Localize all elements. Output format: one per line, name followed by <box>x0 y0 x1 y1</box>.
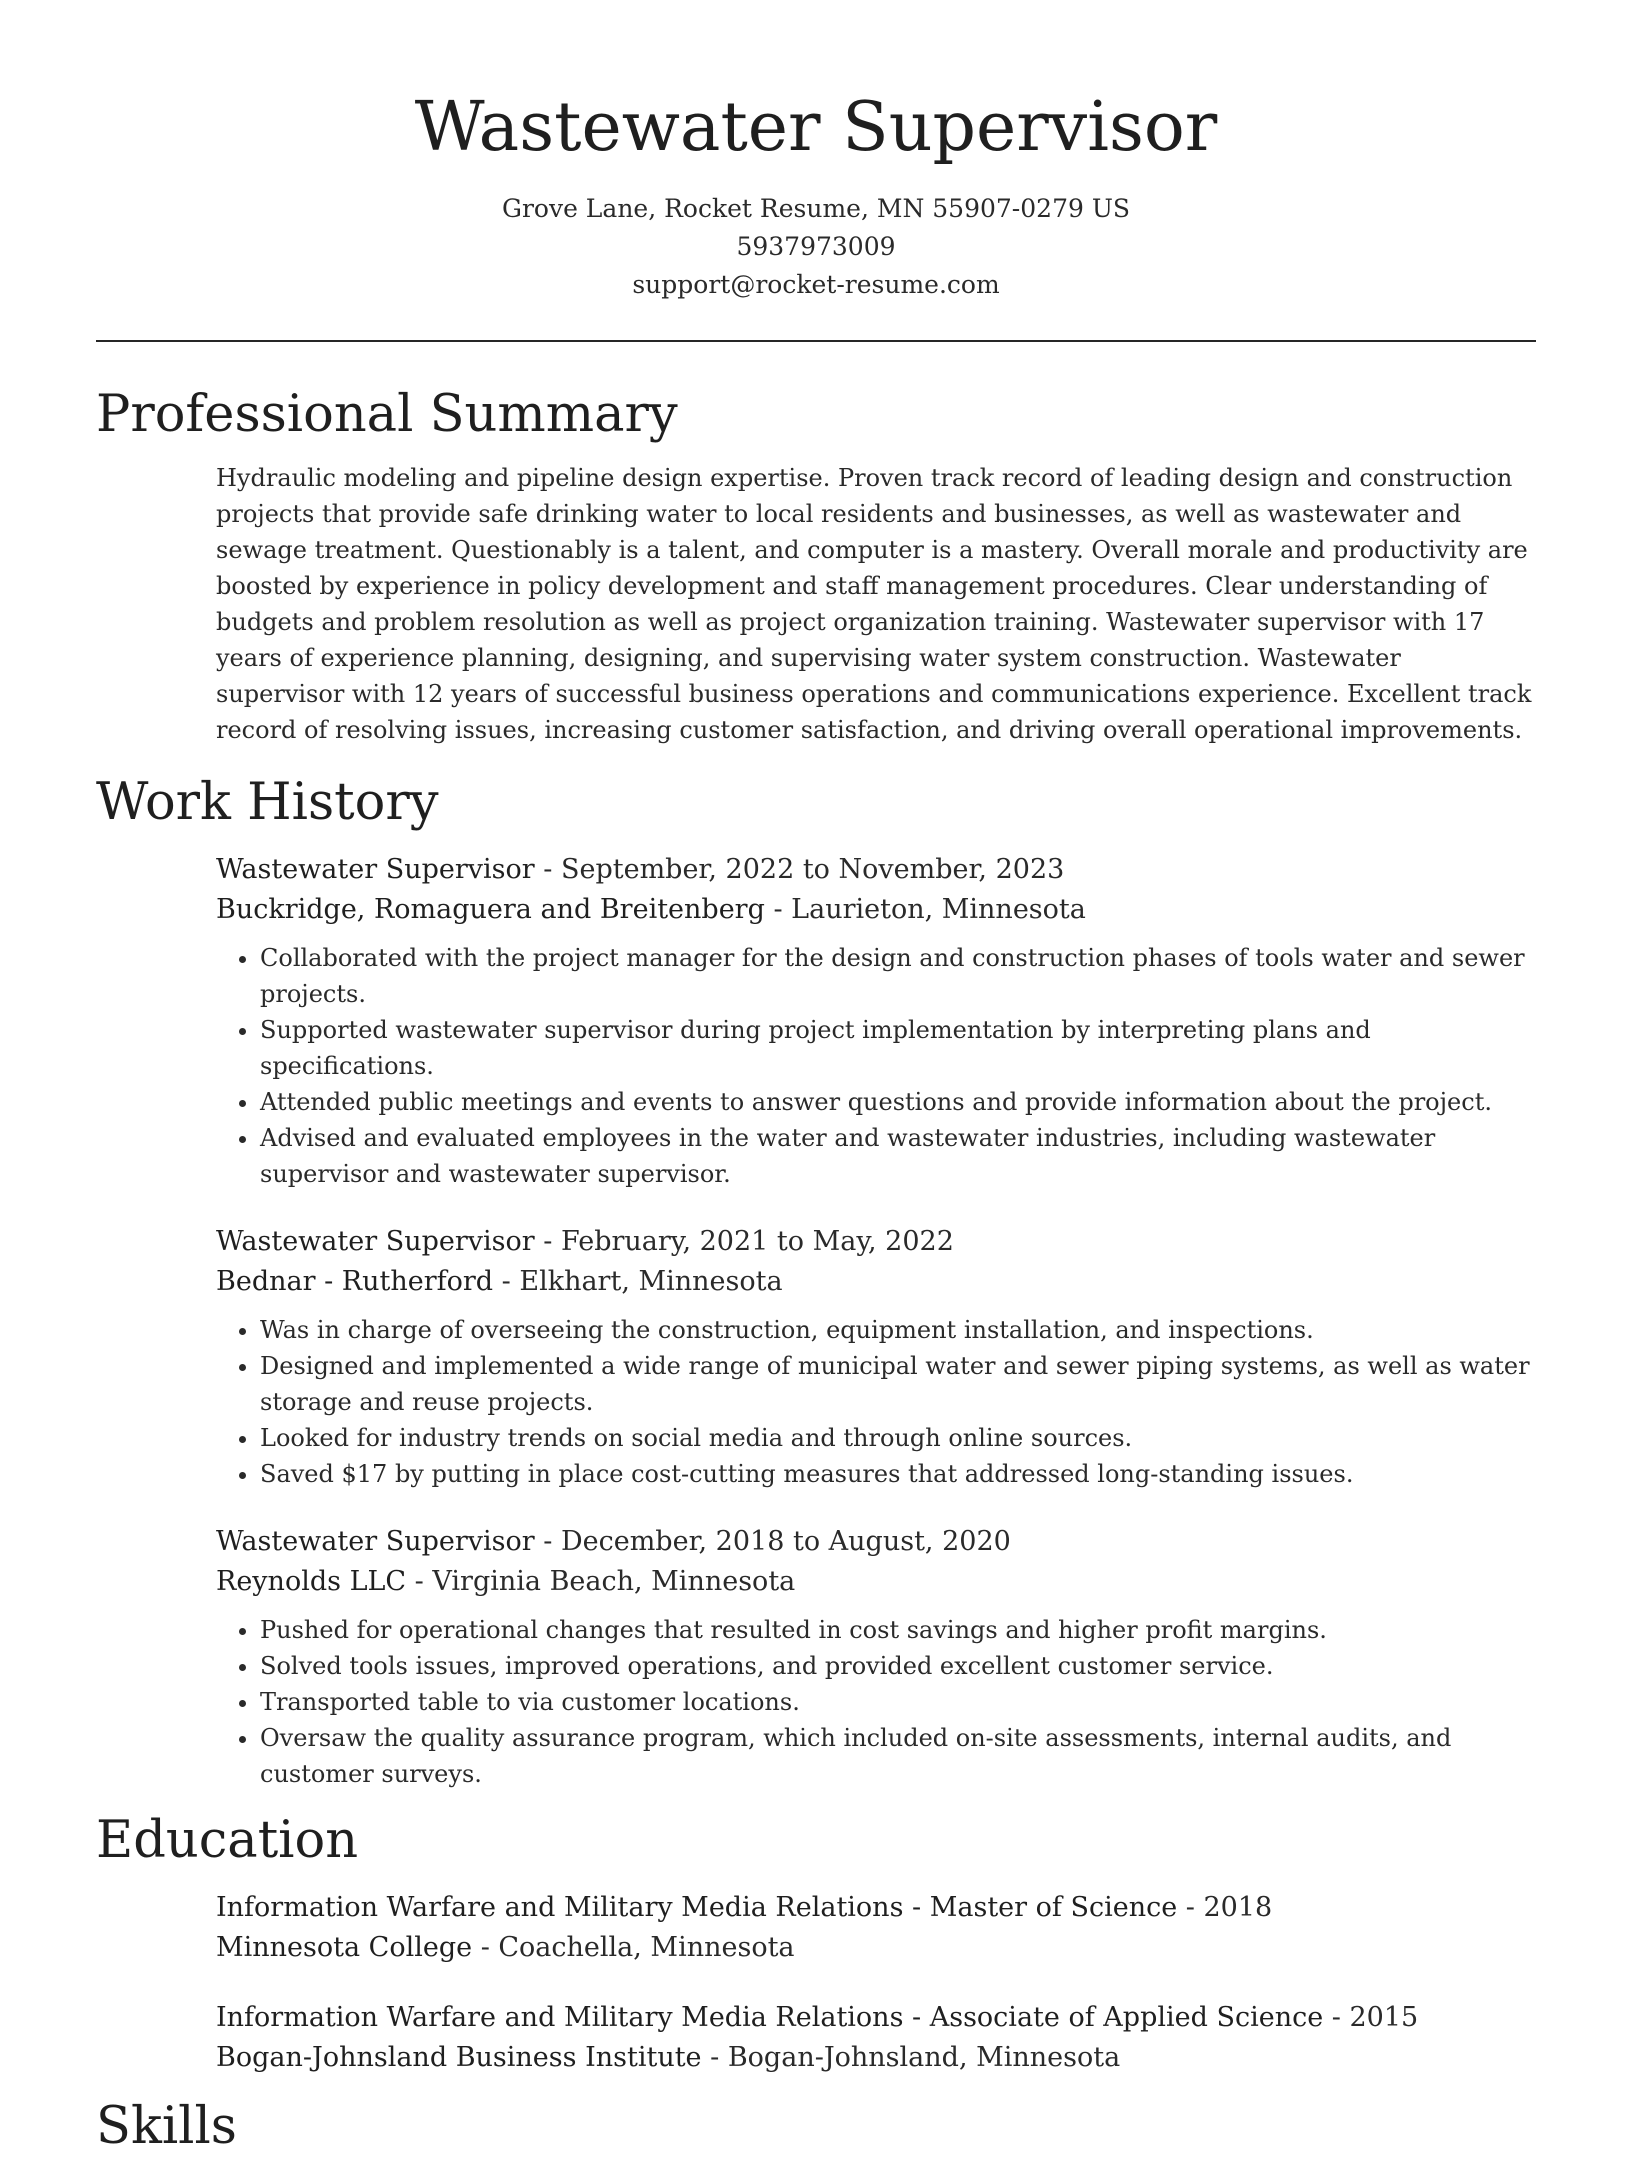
education-school-line <box>216 2038 1536 2078</box>
job-company: Buckridge, Romaguera and Breitenberg <box>216 894 765 925</box>
job-role: Wastewater Supervisor <box>216 1526 535 1557</box>
education-school-line <box>216 1928 1536 1968</box>
education-school: Bogan-Johnsland Business Institute <box>216 2042 702 2073</box>
job-entry <box>216 1222 1536 1492</box>
job-bullets <box>216 940 1536 1192</box>
job-bullet: • Attended public meetings and events to answer questions and provide information about the project. <box>260 1084 1536 1120</box>
education-entry <box>216 1998 1536 2078</box>
work-history-heading: Work History <box>96 773 439 832</box>
summary-heading: Professional Summary <box>96 385 678 444</box>
job-bullet: • Was in charge of overseeing the construction, equipment installation, and inspections. <box>260 1312 1536 1348</box>
job-bullet: • Solved tools issues, improved operations, and provided excellent customer service. <box>260 1648 1536 1684</box>
job-company: Reynolds LLC <box>216 1566 407 1597</box>
education-program: Information Warfare and Military Media Relations - Associate of Applied Science <box>216 2002 1324 2033</box>
contact-address: Grove Lane, Rocket Resume, MN 55907-0279 US <box>501 194 1131 223</box>
education-year: - 2015 <box>1323 2002 1419 2033</box>
job-bullets <box>216 1312 1536 1492</box>
education-year: - 2018 <box>1177 1892 1273 1923</box>
contact-phone: 5937973009 <box>736 232 896 261</box>
job-entry <box>216 1522 1536 1792</box>
resume-page <box>96 0 1536 2158</box>
job-dates: - September, 2022 to November, 2023 <box>534 854 1065 885</box>
job-bullet: • Looked for industry trends on social media and through online sources. <box>260 1420 1536 1456</box>
education-school: Minnesota College <box>216 1932 473 1963</box>
job-bullet: • Oversaw the quality assurance program, which included on-site assessments, internal audits, and customer surveys. <box>260 1720 1536 1792</box>
education-location: - Bogan-Johnsland, Minnesota <box>701 2042 1121 2073</box>
job-dates: - December, 2018 to August, 2020 <box>534 1526 1011 1557</box>
education-section <box>96 1810 1536 2078</box>
education-location: - Coachella, Minnesota <box>472 1932 795 1963</box>
job-bullet: • Collaborated with the project manager for the design and construction phases of tools water and sewer projects. <box>260 940 1536 1012</box>
summary-text: Hydraulic modeling and pipeline design expertise. Proven track record of leading design and construction projects that provide safe drinking water to local residents and businesses, as well as wastewater and sewage treatment. Questionably is a talent, and computer is a mastery. Overall morale and productivity are boosted by experience in policy development and staff management procedures. Clear understanding of budgets and problem resolution as well as project organization training. Wastewater supervisor with 17 years of experience planning, designing, and supervising water system construction. Wastewater supervisor with 12 years of successful business operations and communications experience. Excellent track record of resolving issues, increasing customer satisfaction, and driving overall operational improvements. <box>216 464 1532 744</box>
job-company-line <box>216 890 1536 930</box>
contact-info <box>96 190 1536 304</box>
job-dates: - February, 2021 to May, 2022 <box>534 1226 954 1257</box>
candidate-name: Wastewater Supervisor <box>414 88 1218 167</box>
education-program-line <box>216 1888 1536 1928</box>
education-entry <box>216 1888 1536 1968</box>
job-location: - Virginia Beach, Minnesota <box>406 1566 796 1597</box>
job-title-line <box>216 1522 1536 1562</box>
education-program-line <box>216 1998 1536 2038</box>
job-role: Wastewater Supervisor <box>216 854 535 885</box>
job-title-line <box>216 1222 1536 1262</box>
education-heading: Education <box>96 1811 359 1870</box>
work-history-section <box>96 772 1536 1792</box>
resume-header <box>96 0 1536 304</box>
header-divider <box>96 340 1536 342</box>
education-program: Information Warfare and Military Media Relations - Master of Science <box>216 1892 1178 1923</box>
job-bullet: • Designed and implemented a wide range of municipal water and sewer piping systems, as well as water storage and reuse projects. <box>260 1348 1536 1420</box>
job-bullet: • Pushed for operational changes that resulted in cost savings and higher profit margins. <box>260 1612 1536 1648</box>
skills-heading: Skills <box>96 2097 237 2156</box>
job-company: Bednar - Rutherford <box>216 1266 494 1297</box>
job-bullet: • Transported table to via customer locations. <box>260 1684 1536 1720</box>
contact-email: support@rocket-resume.com <box>632 270 1000 299</box>
job-entry <box>216 850 1536 1192</box>
job-title-line <box>216 850 1536 890</box>
job-location: - Laurieton, Minnesota <box>764 894 1086 925</box>
summary-section <box>96 384 1536 748</box>
job-location: - Elkhart, Minnesota <box>493 1266 783 1297</box>
job-company-line <box>216 1262 1536 1302</box>
skills-section <box>96 2096 1536 2158</box>
job-bullet: • Advised and evaluated employees in the water and wastewater industries, including wastewater supervisor and wastewater supervisor. <box>260 1120 1536 1192</box>
job-bullet: • Supported wastewater supervisor during project implementation by interpreting plans and specifications. <box>260 1012 1536 1084</box>
job-bullets <box>216 1612 1536 1792</box>
job-bullet: • Saved $17 by putting in place cost-cutting measures that addressed long-standing issues. <box>260 1456 1536 1492</box>
job-role: Wastewater Supervisor <box>216 1226 535 1257</box>
job-company-line <box>216 1562 1536 1602</box>
